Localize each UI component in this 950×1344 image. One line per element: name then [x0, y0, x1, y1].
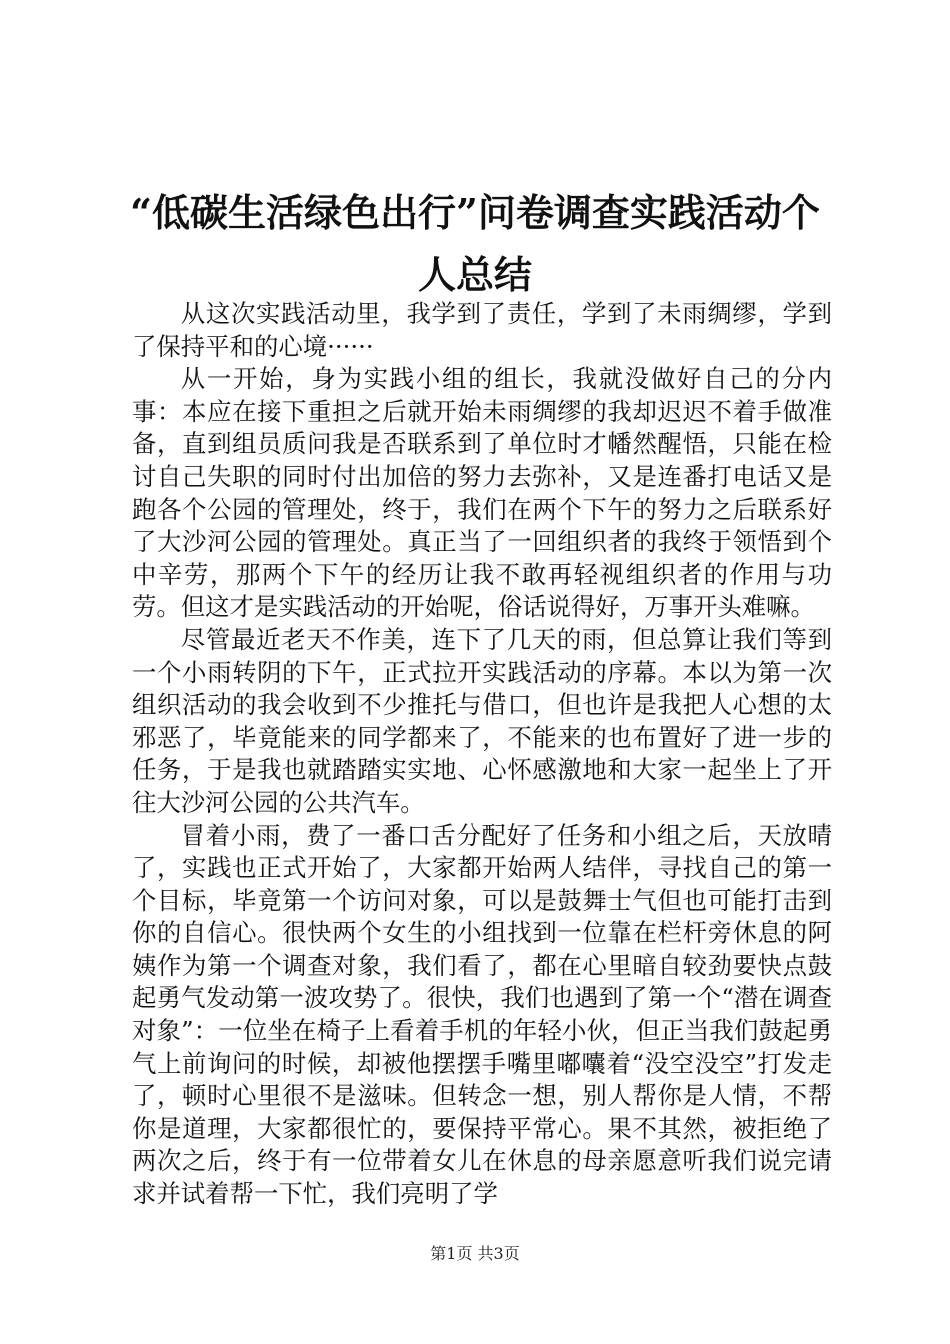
- paragraph: 从这次实践活动里，我学到了责任，学到了未雨绸缪，学到了保持平和的心境······: [132, 299, 832, 361]
- paragraph: 冒着小雨，费了一番口舌分配好了任务和小组之后，天放晴了，实践也正式开始了，大家都开始两人结伴，寻找自己的第一个目标，毕竟第一个访问对象，可以是鼓舞士气但也可能打击到你的自信心。很快两个女生的小组找到一位靠在栏杆旁休息的阿姨作为第一个调查对象，我们看了，都在心里暗自较劲要快点鼓起勇气发动第一波攻势了。很快，我们也遇到了第一个“潜在调查对象”：一位坐在椅子上看着手机的年轻小伙，但正当我们鼓起勇气上前询问的时候，却被他摆摆手嘴里嘟囔着“没空没空”打发走了，顿时心里很不是滋味。但转念一想，别人帮你是人情，不帮你是道理，大家都很忙的，要保持平常心。果不其然，被拒绝了两次之后，终于有一位带着女儿在休息的母亲愿意听我们说完请求并试着帮一下忙，我们亮明了学: [132, 820, 832, 1209]
- page-number-footer: 第1页 共3页: [430, 1244, 520, 1263]
- document-title: “低碳生活绿色出行”问卷调查实践活动个人总结: [130, 190, 820, 297]
- paragraph: 从一开始，身为实践小组的组长，我就没做好自己的分内事：本应在接下重担之后就开始未雨绸缪的我却迟迟不着手做准备，直到组员质问我是否联系到了单位时才幡然醒悟，只能在检讨自己失职的同时付出加倍的努力去弥补，又是连番打电话又是跑各个公园的管理处，终于，我们在两个下午的努力之后联系好了大沙河公园的管理处。真正当了一回组织者的我终于领悟到个中辛劳，那两个下午的经历让我不敢再轻视组织者的作用与功劳。但这才是实践活动的开始呢，俗话说得好，万事开头难嘛。: [132, 364, 832, 622]
- document-body: [132, 298, 832, 1211]
- paragraph: 尽管最近老天不作美，连下了几天的雨，但总算让我们等到一个小雨转阴的下午，正式拉开实践活动的序幕。本以为第一次组织活动的我会收到不少推托与借口，但也许是我把人心想的太邪恶了，毕竟能来的同学都来了，不能来的也布置好了进一步的任务，于是我也就踏踏实实地、心怀感激地和大家一起坐上了开往大沙河公园的公共汽车。: [132, 624, 832, 817]
